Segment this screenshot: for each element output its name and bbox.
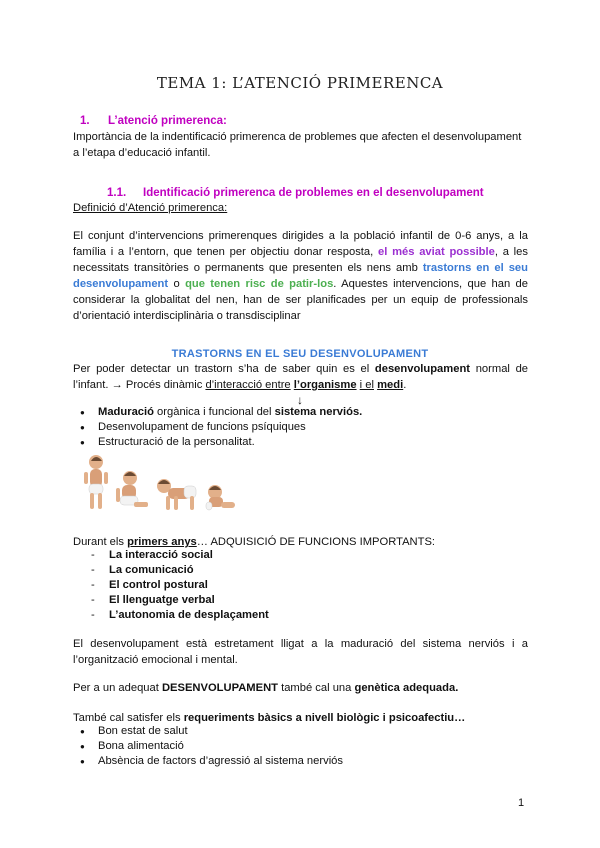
highlight-blue: trastorns en el seu desenvolupament <box>73 262 528 290</box>
section-number: 1. <box>80 115 90 127</box>
list-item: ● Bon estat de salut <box>73 724 528 739</box>
text: Per poder detectar un trastorn s’ha de saber quin es el <box>73 363 370 375</box>
list-item: - La interacció social <box>73 548 528 563</box>
underlined-text: i el <box>359 379 374 391</box>
text: orgànica i funcional del <box>153 406 275 418</box>
text: … ADQUISICIÓ DE FUNCIONS IMPORTANTS: <box>196 536 436 548</box>
list-item: ● Absència de factors d’agressió al sistema nerviós <box>73 754 528 769</box>
highlight-purple: el més aviat possible <box>377 246 495 258</box>
text: normal de l’infant. → Procés dinàmic <box>73 363 529 391</box>
genetica-paragraph <box>73 680 528 696</box>
list-item: - El control postural <box>73 578 528 593</box>
subsection-heading-text: Identificació primerenca de problemes en el desenvolupament <box>143 187 484 199</box>
bold-text: DESENVOLUPAMENT <box>161 682 278 694</box>
baby-lying-icon <box>206 485 235 510</box>
baby-kneeling-icon <box>116 471 148 507</box>
definition-text: El conjunt d’intervencions primerenques dirigides a la població infantil de 0-6 anys, a la família i a l’entorn, que tenen per objectiu donar resposta, <box>73 230 528 258</box>
highlight-green: que tenen risc de patir-los <box>185 278 334 290</box>
sistema-nervios-paragraph: El desenvolupament està estretament lligat a la maduració del sistema nerviós i a l’organització emocional i mental. <box>73 638 528 666</box>
list-item: ● Desenvolupament de funcions psíquiques <box>73 420 528 435</box>
text: . <box>403 379 407 391</box>
bold-underlined-text: medi <box>377 379 404 391</box>
list-item: ● Bona alimentació <box>73 739 528 754</box>
definition-text: o <box>168 278 186 290</box>
bold-underlined-text: primers anys <box>127 536 197 548</box>
list-item: - L’autonomia de desplaçament <box>73 608 528 623</box>
baby-crawling-icon <box>157 479 196 510</box>
list-item <box>73 405 528 420</box>
text: També cal satisfer els <box>73 712 181 724</box>
trastorns-paragraph <box>73 361 528 393</box>
text: Per a un adequat <box>73 682 159 694</box>
page-title: TEMA 1: L’ATENCIÓ PRIMERENCA <box>156 74 444 92</box>
list-item: ● Estructuració de la personalitat. <box>73 435 528 450</box>
bold-text: requeriments bàsics a nivell biològic i psicoafectiu… <box>183 712 466 724</box>
definition-text: , a les necessitats transitòries o permanents que presenten els nens amb <box>73 246 528 274</box>
section-heading-text: L’atenció primerenca: <box>108 115 227 127</box>
requeriments-list <box>73 724 528 769</box>
definition-label: Definició d’Atenció primerenca: <box>73 202 228 214</box>
section-heading <box>80 115 227 127</box>
trastorns-bullets <box>73 405 528 450</box>
bold-text: genètica adequada. <box>354 682 459 694</box>
subsection-number: 1.1. <box>107 187 127 199</box>
underlined-text: d’interacció entre <box>205 379 291 391</box>
bold-text: sistema nerviós. <box>274 406 363 418</box>
page-number: 1 <box>518 797 525 809</box>
section-intro: Importància de la indentificació primerenca de problemes que afecten el desenvolupament a l’etapa d’educació infantil. <box>73 131 522 159</box>
arrow-down-icon: ↓ <box>297 393 303 407</box>
text: Durant els <box>73 536 124 548</box>
bold-text: Maduració <box>98 406 154 418</box>
trastorns-title: TRASTORNS EN EL SEU DESENVOLUPAMENT <box>171 348 429 360</box>
list-item: - El llenguatge verbal <box>73 593 528 608</box>
bold-text: desenvolupament <box>374 363 471 375</box>
text: també cal una <box>281 682 352 694</box>
funcions-list <box>73 548 528 623</box>
definition-text: . Aquestes intervencions, que han de considerar la globalitat del nen, han de ser planificades per un equip de professionals d’orientació interdisciplinària o transdisciplinar <box>73 278 528 322</box>
list-item: - La comunicació <box>73 563 528 578</box>
subsection-heading <box>107 187 484 199</box>
definition-paragraph <box>73 228 528 324</box>
bold-underlined-text: l’organisme <box>293 379 357 391</box>
baby-development-illustration <box>78 452 238 514</box>
baby-standing-icon <box>84 455 108 509</box>
